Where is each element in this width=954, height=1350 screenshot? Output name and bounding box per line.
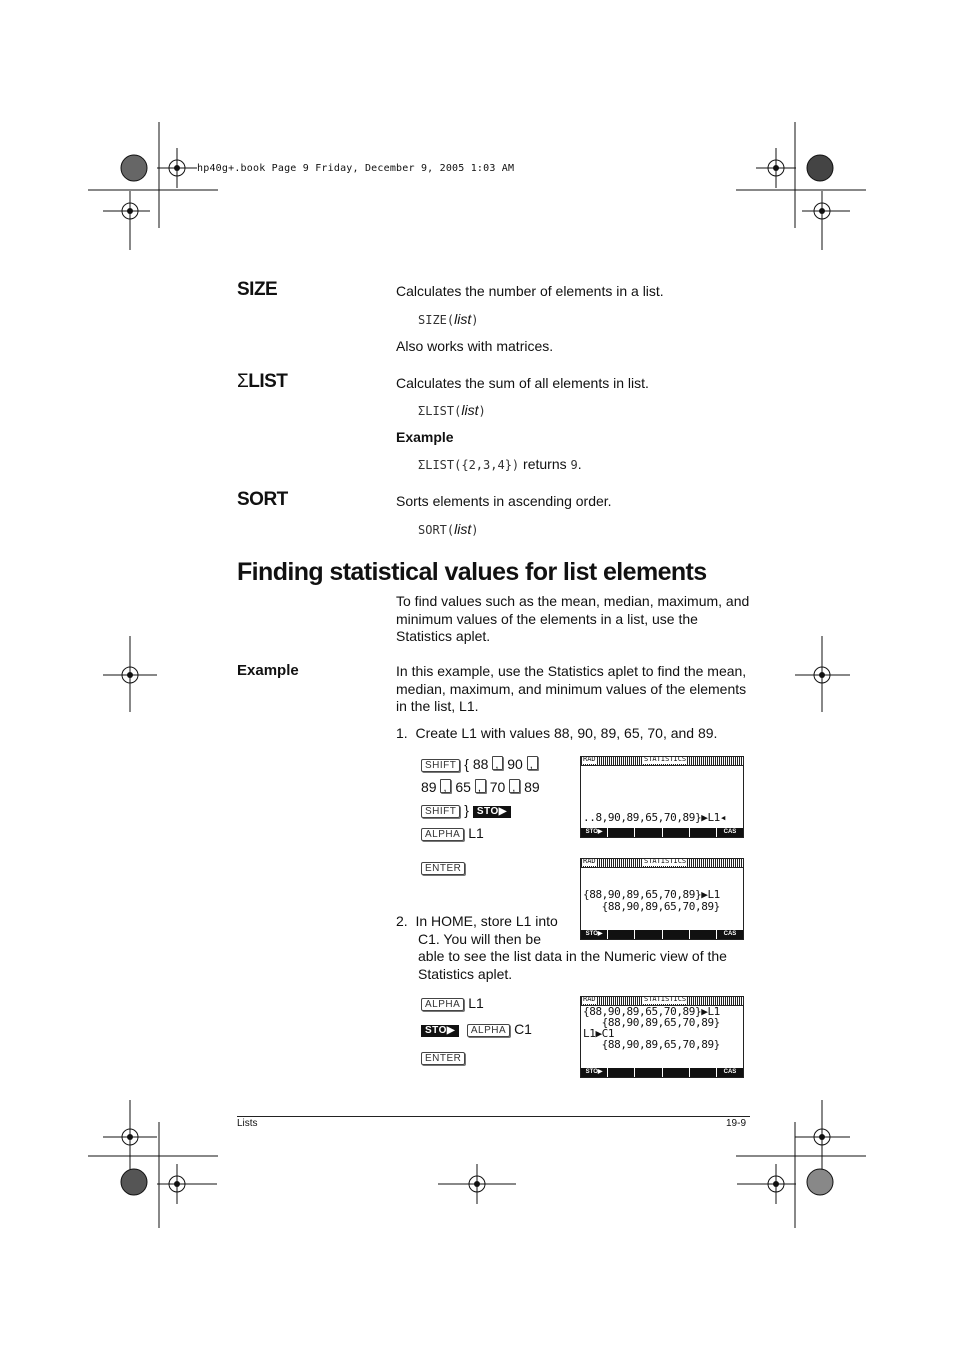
calc-screen-2 — [580, 858, 744, 940]
alpha-key: ALPHA — [467, 1024, 510, 1037]
shift-key: SHIFT — [421, 805, 460, 818]
sigma-list-description: Calculates the sum of all elements in list. — [396, 375, 649, 391]
term-list-text: LIST — [248, 371, 288, 392]
sort-syntax — [418, 521, 478, 539]
comma-key: , — [440, 779, 451, 793]
shift-key: SHIFT — [421, 759, 460, 772]
keystroke-line-1 — [421, 753, 581, 776]
example-text: In this example, use the Statistics aplet to find the mean, median, maximum, and minimum values of the elements in the list, L1. — [396, 663, 747, 714]
sort-description: Sorts elements in ascending order. — [396, 493, 612, 509]
menu-cas: CAS — [723, 1069, 737, 1075]
comma-key: , — [509, 779, 520, 793]
example-returns: returns — [519, 456, 571, 472]
menu-cas: CAS — [723, 931, 737, 937]
size-description: Calculates the number of elements in a list. — [396, 283, 664, 299]
keystroke-line-2 — [421, 776, 581, 799]
section-intro: To find values such as the mean, median, maximum, and minimum values of the elements in a list, use the Statistics aplet. — [396, 593, 750, 644]
step-2-line-1: 2. In HOME, store L1 into — [396, 913, 558, 929]
enter-key: ENTER — [421, 862, 465, 875]
sto-softkey: STO▶ — [421, 1025, 459, 1037]
keystroke-line-3 — [421, 799, 581, 822]
screen-history-line: {88,90,89,65,70,89}▶L1 — [583, 1005, 720, 1018]
screen-entry-line: ..8,90,89,65,70,89}▶L1◂ — [583, 811, 727, 824]
calc-screen-1 — [580, 756, 744, 838]
open-brace: { — [464, 756, 469, 772]
screen-menu-bar — [581, 930, 743, 939]
screen-status-bar — [581, 757, 743, 766]
close-brace: } — [464, 802, 469, 818]
name-L1: L1 — [468, 825, 484, 841]
keystroke-step2-line-1 — [421, 995, 484, 1013]
step-2-line-2: C1. You will then be — [418, 931, 541, 947]
app-label: STATISTICS — [644, 996, 687, 1003]
screen-result-line: {88,90,89,65,70,89} — [583, 900, 720, 913]
keystroke-line-4 — [421, 822, 581, 845]
screen-result-line: {88,90,89,65,70,89} — [583, 1016, 720, 1029]
sigma-list-example-label: Example — [396, 429, 454, 445]
screen-status-bar — [581, 859, 743, 868]
comma-key: , — [527, 756, 538, 770]
value-70: 70 — [489, 779, 506, 795]
sto-softkey: STO▶ — [473, 806, 511, 818]
size-syntax — [418, 311, 478, 329]
menu-cas: CAS — [723, 829, 737, 835]
value-90: 90 — [507, 756, 523, 772]
example-result: 9 — [570, 458, 578, 472]
footer-rule — [237, 1116, 750, 1117]
value-88: 88 — [472, 756, 489, 772]
menu-sto: STO▶ — [581, 930, 608, 939]
sigma-symbol: Σ — [237, 371, 249, 392]
step-2-line-4: Statistics aplet. — [418, 966, 513, 982]
syntax-arg: list — [461, 402, 479, 418]
value-89: 89 — [524, 779, 540, 795]
name-L1: L1 — [468, 995, 484, 1011]
screen-result-line: {88,90,89,65,70,89} — [583, 1038, 720, 1051]
screen-history-line: L1▶C1 — [583, 1027, 615, 1040]
syntax-close: ) — [471, 313, 479, 327]
example-period: . — [577, 456, 582, 472]
keystroke-step2-line-2 — [421, 1021, 532, 1039]
alpha-key: ALPHA — [421, 998, 464, 1011]
term-sort: SORT — [237, 489, 288, 510]
syntax-close: ) — [471, 523, 479, 537]
step-1: 1. Create L1 with values 88, 90, 89, 65, 70, and 89. — [396, 725, 718, 741]
syntax-code: SIZE( — [418, 313, 455, 327]
term-size: SIZE — [237, 279, 278, 300]
mode-label: RAD — [583, 858, 596, 865]
example-heading: Example — [237, 662, 299, 679]
menu-sto: STO▶ — [581, 828, 608, 837]
keystrokes-step1 — [421, 753, 581, 845]
print-header: hp40g+.book Page 9 Friday, December 9, 2005 1:03 AM — [197, 163, 515, 174]
app-label: STATISTICS — [644, 858, 687, 865]
value-65: 65 — [455, 779, 471, 795]
comma-key: , — [492, 756, 503, 770]
step-2-line-3: able to see the list data in the Numeric view of the — [418, 948, 727, 964]
mode-label: RAD — [583, 996, 596, 1003]
mode-label: RAD — [583, 756, 596, 763]
size-note: Also works with matrices. — [396, 338, 554, 354]
keystroke-enter-1 — [421, 859, 465, 877]
enter-key: ENTER — [421, 1052, 465, 1065]
syntax-arg: list — [454, 521, 472, 537]
section-title: Finding statistical values for list elements — [237, 558, 707, 586]
screen-history-line: {88,90,89,65,70,89}▶L1 — [583, 888, 720, 901]
screen-menu-bar — [581, 828, 743, 837]
sigma-list-example — [418, 456, 582, 474]
calc-screen-3 — [580, 996, 744, 1078]
syntax-code: ΣLIST( — [418, 404, 462, 418]
syntax-arg: list — [454, 311, 472, 327]
term-sigma-list — [237, 371, 287, 393]
alpha-key: ALPHA — [421, 828, 464, 841]
screen-menu-bar — [581, 1068, 743, 1077]
keystroke-enter-2 — [421, 1049, 465, 1067]
footer-page-number: 19-9 — [726, 1118, 747, 1129]
comma-key: , — [475, 779, 486, 793]
syntax-code: SORT( — [418, 523, 455, 537]
value-89: 89 — [421, 779, 437, 795]
menu-sto: STO▶ — [581, 1068, 608, 1077]
footer-chapter: Lists — [237, 1118, 258, 1129]
example-code: ΣLIST({2,3,4}) — [418, 458, 520, 472]
name-C1: C1 — [514, 1021, 532, 1037]
sigma-list-syntax — [418, 402, 486, 420]
app-label: STATISTICS — [644, 756, 687, 763]
syntax-close: ) — [478, 404, 486, 418]
